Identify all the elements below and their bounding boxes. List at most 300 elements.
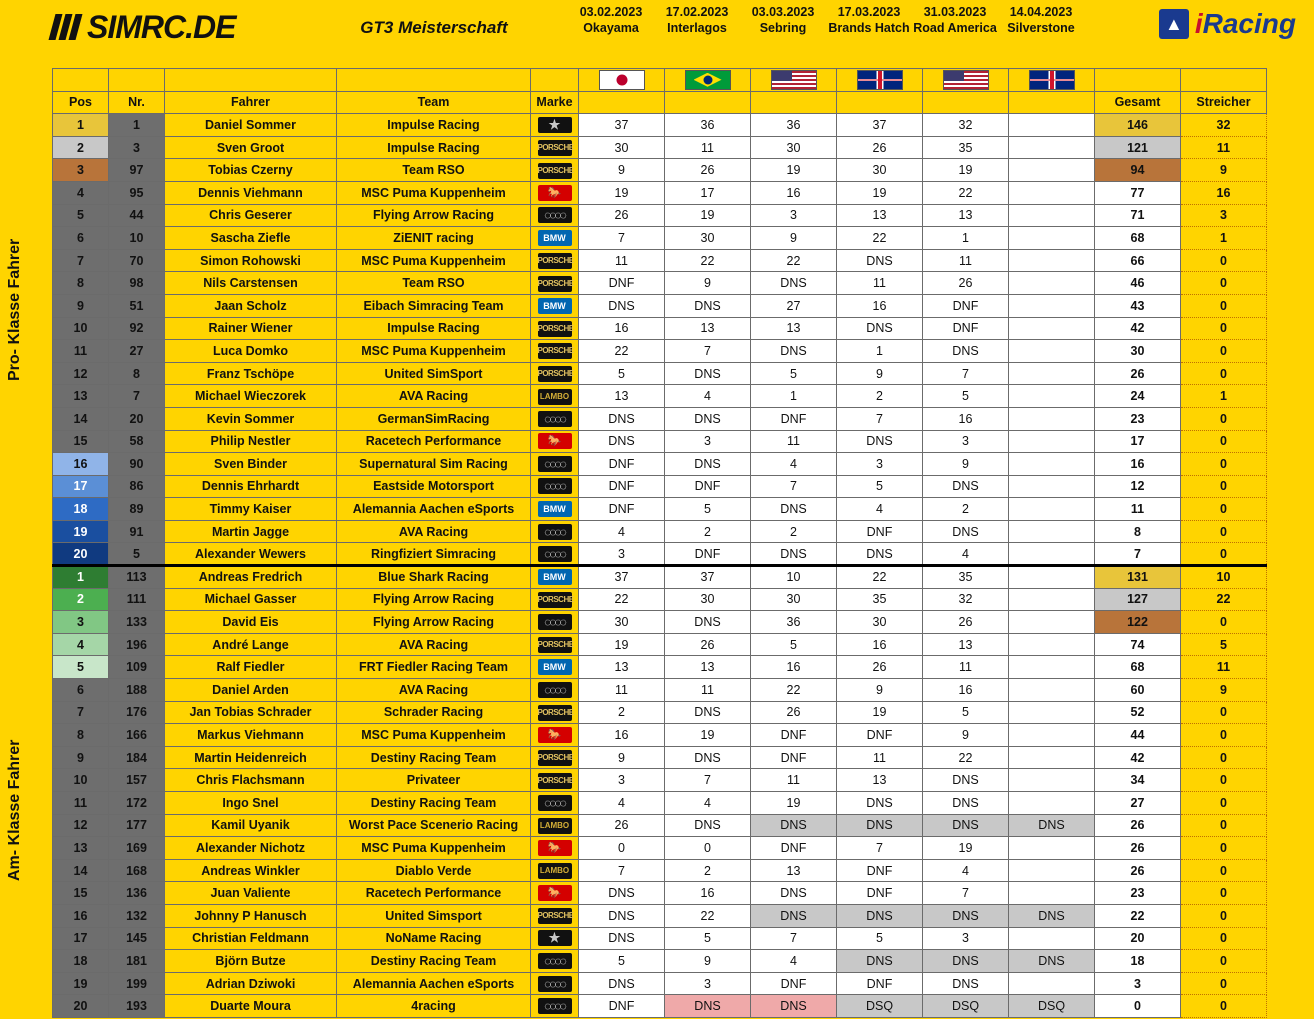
cell-driver-name: Martin Heidenreich bbox=[165, 746, 337, 769]
table-row[interactable] bbox=[53, 927, 1267, 950]
cell-race-result-5: 32 bbox=[923, 588, 1009, 611]
cell-race-result-1: 26 bbox=[579, 814, 665, 837]
cell-race-result-6 bbox=[1009, 859, 1095, 882]
cell-race-result-5: DNS bbox=[923, 340, 1009, 363]
head-spacer bbox=[165, 69, 337, 92]
cell-race-result-1: 19 bbox=[579, 633, 665, 656]
cell-team-name: Eibach Simracing Team bbox=[337, 294, 531, 317]
cell-driver-name: Rainer Wiener bbox=[165, 317, 337, 340]
cell-number: 51 bbox=[109, 294, 165, 317]
cell-race-result-3: 9 bbox=[751, 227, 837, 250]
table-row[interactable] bbox=[53, 272, 1267, 295]
cell-race-result-1: 9 bbox=[579, 159, 665, 182]
cell-total-points: 146 bbox=[1095, 114, 1181, 137]
cell-race-result-6 bbox=[1009, 543, 1095, 566]
cell-race-result-3: 11 bbox=[751, 769, 837, 792]
cell-race-result-4: DNF bbox=[837, 724, 923, 747]
cell-number: 8 bbox=[109, 362, 165, 385]
cell-driver-name: Simon Rohowski bbox=[165, 249, 337, 272]
cell-marke: PORSCHE bbox=[531, 362, 579, 385]
cell-race-result-6 bbox=[1009, 927, 1095, 950]
cell-race-result-5: 22 bbox=[923, 746, 1009, 769]
standings-body bbox=[53, 114, 1267, 1018]
col-header-race-6 bbox=[1009, 91, 1095, 114]
cell-race-result-4: 30 bbox=[837, 159, 923, 182]
cell-race-result-3: DNS bbox=[751, 995, 837, 1018]
cell-race-result-4: DNS bbox=[837, 430, 923, 453]
cell-race-result-5: 13 bbox=[923, 633, 1009, 656]
table-row[interactable] bbox=[53, 227, 1267, 250]
cell-race-result-2: 37 bbox=[665, 566, 751, 589]
table-row[interactable] bbox=[53, 972, 1267, 995]
cell-number: 184 bbox=[109, 746, 165, 769]
cell-driver-name: Philip Nestler bbox=[165, 430, 337, 453]
cell-race-result-2: 30 bbox=[665, 227, 751, 250]
cell-total-points: 23 bbox=[1095, 882, 1181, 905]
cell-race-result-1: 13 bbox=[579, 385, 665, 408]
cell-race-result-5: 1 bbox=[923, 227, 1009, 250]
table-row[interactable] bbox=[53, 543, 1267, 566]
cell-position: 8 bbox=[53, 272, 109, 295]
cell-race-result-3: 13 bbox=[751, 859, 837, 882]
flag-gb-icon bbox=[1009, 69, 1095, 92]
cell-race-result-3: 22 bbox=[751, 679, 837, 702]
table-row[interactable] bbox=[53, 950, 1267, 973]
cell-driver-name: Michael Gasser bbox=[165, 588, 337, 611]
cell-team-name: Racetech Performance bbox=[337, 430, 531, 453]
cell-team-name: GermanSimRacing bbox=[337, 407, 531, 430]
cell-team-name: MSC Puma Kuppenheim bbox=[337, 837, 531, 860]
race-header-2 bbox=[654, 0, 740, 36]
cell-marke: ★ bbox=[531, 927, 579, 950]
cell-marke: PORSCHE bbox=[531, 746, 579, 769]
cell-dropped-points: 0 bbox=[1181, 520, 1267, 543]
cell-number: 176 bbox=[109, 701, 165, 724]
cell-race-result-6 bbox=[1009, 701, 1095, 724]
table-row[interactable] bbox=[53, 317, 1267, 340]
table-row[interactable] bbox=[53, 181, 1267, 204]
flag-us-icon bbox=[923, 69, 1009, 92]
cell-position: 20 bbox=[53, 543, 109, 566]
cell-total-points: 0 bbox=[1095, 995, 1181, 1018]
cell-dropped-points: 0 bbox=[1181, 362, 1267, 385]
cell-race-result-5: DNS bbox=[923, 769, 1009, 792]
table-row[interactable] bbox=[53, 882, 1267, 905]
table-row[interactable] bbox=[53, 837, 1267, 860]
iracing-text: iRacing bbox=[1194, 8, 1296, 39]
cell-race-result-1: 11 bbox=[579, 249, 665, 272]
cell-race-result-1: 0 bbox=[579, 837, 665, 860]
race-date: 03.03.2023 bbox=[751, 5, 815, 19]
cell-race-result-2: 26 bbox=[665, 633, 751, 656]
cell-driver-name: Adrian Dziwoki bbox=[165, 972, 337, 995]
cell-race-result-4: 13 bbox=[837, 204, 923, 227]
cell-race-result-3: 36 bbox=[751, 611, 837, 634]
cell-number: 199 bbox=[109, 972, 165, 995]
table-row[interactable] bbox=[53, 453, 1267, 476]
cell-number: 113 bbox=[109, 566, 165, 589]
cell-race-result-5: 7 bbox=[923, 362, 1009, 385]
cell-driver-name: André Lange bbox=[165, 633, 337, 656]
cell-number: 193 bbox=[109, 995, 165, 1018]
cell-total-points: 71 bbox=[1095, 204, 1181, 227]
cell-position: 13 bbox=[53, 837, 109, 860]
cell-total-points: 11 bbox=[1095, 498, 1181, 521]
cell-team-name: Impulse Racing bbox=[337, 317, 531, 340]
cell-race-result-5: DNS bbox=[923, 950, 1009, 973]
cell-race-result-4: 16 bbox=[837, 633, 923, 656]
table-row[interactable] bbox=[53, 204, 1267, 227]
cell-race-result-4: DNF bbox=[837, 520, 923, 543]
cell-race-result-3: 36 bbox=[751, 114, 837, 137]
cell-race-result-4: 1 bbox=[837, 340, 923, 363]
cell-dropped-points: 0 bbox=[1181, 995, 1267, 1018]
cell-position: 10 bbox=[53, 769, 109, 792]
cell-race-result-5: DNS bbox=[923, 972, 1009, 995]
cell-race-result-6 bbox=[1009, 588, 1095, 611]
cell-race-result-4: 35 bbox=[837, 588, 923, 611]
cell-race-result-6 bbox=[1009, 114, 1095, 137]
cell-race-result-5: DNS bbox=[923, 475, 1009, 498]
table-row[interactable] bbox=[53, 701, 1267, 724]
cell-number: 7 bbox=[109, 385, 165, 408]
cell-marke: ◌◌◌◌ bbox=[531, 407, 579, 430]
cell-marke: PORSCHE bbox=[531, 272, 579, 295]
cell-race-result-2: DNS bbox=[665, 814, 751, 837]
cell-driver-name: Tobias Czerny bbox=[165, 159, 337, 182]
cell-position: 7 bbox=[53, 701, 109, 724]
cell-race-result-6: DNS bbox=[1009, 814, 1095, 837]
cell-team-name: Alemannia Aachen eSports bbox=[337, 972, 531, 995]
cell-driver-name: Sven Groot bbox=[165, 136, 337, 159]
flag-us-icon bbox=[751, 69, 837, 92]
cell-race-result-6 bbox=[1009, 453, 1095, 476]
table-row[interactable] bbox=[53, 724, 1267, 747]
cell-race-result-3: 2 bbox=[751, 520, 837, 543]
table-row[interactable] bbox=[53, 566, 1267, 589]
cell-race-result-1: DNS bbox=[579, 904, 665, 927]
cell-driver-name: Sascha Ziefle bbox=[165, 227, 337, 250]
cell-total-points: 8 bbox=[1095, 520, 1181, 543]
cell-number: 136 bbox=[109, 882, 165, 905]
cell-race-result-3: 1 bbox=[751, 385, 837, 408]
col-header-drop: Streicher bbox=[1181, 91, 1267, 114]
cell-position: 10 bbox=[53, 317, 109, 340]
cell-race-result-6 bbox=[1009, 136, 1095, 159]
cell-race-result-5: DNS bbox=[923, 792, 1009, 815]
cell-team-name: United SimSport bbox=[337, 362, 531, 385]
cell-race-result-3: DNF bbox=[751, 837, 837, 860]
cell-marke: ◌◌◌◌ bbox=[531, 995, 579, 1018]
cell-race-result-1: 5 bbox=[579, 362, 665, 385]
cell-dropped-points: 0 bbox=[1181, 746, 1267, 769]
cell-race-result-4: 26 bbox=[837, 136, 923, 159]
cell-driver-name: Jaan Scholz bbox=[165, 294, 337, 317]
cell-race-result-6 bbox=[1009, 520, 1095, 543]
cell-driver-name: Dennis Viehmann bbox=[165, 181, 337, 204]
cell-race-result-5: 9 bbox=[923, 453, 1009, 476]
race-header-5 bbox=[912, 0, 998, 36]
cell-total-points: 12 bbox=[1095, 475, 1181, 498]
cell-race-result-4: 22 bbox=[837, 227, 923, 250]
cell-race-result-4: 19 bbox=[837, 181, 923, 204]
cell-race-result-1: 4 bbox=[579, 792, 665, 815]
cell-total-points: 42 bbox=[1095, 746, 1181, 769]
cell-marke: BMW bbox=[531, 656, 579, 679]
cell-race-result-1: 22 bbox=[579, 588, 665, 611]
table-row[interactable] bbox=[53, 656, 1267, 679]
cell-number: 10 bbox=[109, 227, 165, 250]
cell-driver-name: Chris Geserer bbox=[165, 204, 337, 227]
cell-driver-name: Markus Viehmann bbox=[165, 724, 337, 747]
cell-marke: ◌◌◌◌ bbox=[531, 520, 579, 543]
cell-race-result-3: 5 bbox=[751, 362, 837, 385]
table-row[interactable] bbox=[53, 136, 1267, 159]
cell-total-points: 23 bbox=[1095, 407, 1181, 430]
cell-race-result-5: 19 bbox=[923, 159, 1009, 182]
cell-race-result-1: 30 bbox=[579, 136, 665, 159]
race-date: 03.02.2023 bbox=[579, 5, 643, 19]
cell-race-result-1: 3 bbox=[579, 543, 665, 566]
cell-number: 188 bbox=[109, 679, 165, 702]
cell-race-result-2: 11 bbox=[665, 136, 751, 159]
cell-driver-name: Franz Tschöpe bbox=[165, 362, 337, 385]
cell-race-result-5: 11 bbox=[923, 249, 1009, 272]
cell-number: 145 bbox=[109, 927, 165, 950]
cell-race-result-2: 2 bbox=[665, 520, 751, 543]
cell-race-result-6 bbox=[1009, 159, 1095, 182]
cell-race-result-4: DNF bbox=[837, 859, 923, 882]
cell-number: 132 bbox=[109, 904, 165, 927]
cell-total-points: 68 bbox=[1095, 656, 1181, 679]
table-row[interactable] bbox=[53, 746, 1267, 769]
flag-jp-icon bbox=[579, 69, 665, 92]
cell-race-result-1: 4 bbox=[579, 520, 665, 543]
cell-race-result-4: 9 bbox=[837, 679, 923, 702]
cell-total-points: 20 bbox=[1095, 927, 1181, 950]
cell-number: 27 bbox=[109, 340, 165, 363]
cell-dropped-points: 0 bbox=[1181, 814, 1267, 837]
table-row[interactable] bbox=[53, 385, 1267, 408]
cell-race-result-3: DNF bbox=[751, 407, 837, 430]
table-row[interactable] bbox=[53, 340, 1267, 363]
cell-marke: BMW bbox=[531, 498, 579, 521]
head-spacer bbox=[109, 69, 165, 92]
table-row[interactable] bbox=[53, 679, 1267, 702]
head-spacer bbox=[531, 69, 579, 92]
table-row[interactable] bbox=[53, 588, 1267, 611]
table-row[interactable] bbox=[53, 114, 1267, 137]
cell-driver-name: Johnny P Hanusch bbox=[165, 904, 337, 927]
cell-number: 166 bbox=[109, 724, 165, 747]
cell-marke: PORSCHE bbox=[531, 769, 579, 792]
cell-driver-name: Alexander Nichotz bbox=[165, 837, 337, 860]
cell-dropped-points: 0 bbox=[1181, 475, 1267, 498]
cell-driver-name: Björn Butze bbox=[165, 950, 337, 973]
cell-team-name: NoName Racing bbox=[337, 927, 531, 950]
cell-race-result-4: DNS bbox=[837, 792, 923, 815]
cell-number: 91 bbox=[109, 520, 165, 543]
cell-race-result-2: 7 bbox=[665, 769, 751, 792]
table-row[interactable] bbox=[53, 249, 1267, 272]
cell-total-points: 17 bbox=[1095, 430, 1181, 453]
col-header-race-2 bbox=[665, 91, 751, 114]
cell-race-result-3: 27 bbox=[751, 294, 837, 317]
race-date: 31.03.2023 bbox=[923, 5, 987, 19]
cell-dropped-points: 0 bbox=[1181, 294, 1267, 317]
cell-dropped-points: 11 bbox=[1181, 136, 1267, 159]
table-row[interactable] bbox=[53, 520, 1267, 543]
cell-number: 172 bbox=[109, 792, 165, 815]
cell-team-name: Supernatural Sim Racing bbox=[337, 453, 531, 476]
cell-position: 12 bbox=[53, 362, 109, 385]
cell-race-result-6 bbox=[1009, 407, 1095, 430]
cell-total-points: 26 bbox=[1095, 837, 1181, 860]
cell-race-result-3: DNF bbox=[751, 972, 837, 995]
cell-race-result-5: 19 bbox=[923, 837, 1009, 860]
simrc-logo bbox=[0, 0, 300, 46]
cell-race-result-4: 7 bbox=[837, 407, 923, 430]
cell-race-result-5: 13 bbox=[923, 204, 1009, 227]
cell-race-result-6 bbox=[1009, 294, 1095, 317]
cell-race-result-2: DNF bbox=[665, 543, 751, 566]
race-track: Brands Hatch bbox=[828, 21, 910, 35]
cell-race-result-6 bbox=[1009, 385, 1095, 408]
cell-race-result-5: 26 bbox=[923, 272, 1009, 295]
cell-race-result-2: 0 bbox=[665, 837, 751, 860]
col-header-total: Gesamt bbox=[1095, 91, 1181, 114]
table-row[interactable] bbox=[53, 633, 1267, 656]
cell-position: 15 bbox=[53, 882, 109, 905]
table-row[interactable] bbox=[53, 294, 1267, 317]
cell-position: 3 bbox=[53, 159, 109, 182]
cell-race-result-6 bbox=[1009, 679, 1095, 702]
table-row[interactable] bbox=[53, 430, 1267, 453]
cell-race-result-1: 9 bbox=[579, 746, 665, 769]
cell-race-result-2: 19 bbox=[665, 724, 751, 747]
cell-dropped-points: 1 bbox=[1181, 227, 1267, 250]
table-row[interactable] bbox=[53, 995, 1267, 1018]
cell-race-result-6 bbox=[1009, 792, 1095, 815]
table-row[interactable] bbox=[53, 159, 1267, 182]
cell-driver-name: Dennis Ehrhardt bbox=[165, 475, 337, 498]
col-header-race-3 bbox=[751, 91, 837, 114]
table-row[interactable] bbox=[53, 814, 1267, 837]
cell-race-result-2: DNS bbox=[665, 611, 751, 634]
table-row[interactable] bbox=[53, 475, 1267, 498]
cell-marke: ◌◌◌◌ bbox=[531, 475, 579, 498]
cell-race-result-3: 10 bbox=[751, 566, 837, 589]
cell-number: 5 bbox=[109, 543, 165, 566]
cell-race-result-1: DNS bbox=[579, 972, 665, 995]
table-row[interactable] bbox=[53, 792, 1267, 815]
col-header-race-5 bbox=[923, 91, 1009, 114]
cell-race-result-1: 22 bbox=[579, 340, 665, 363]
cell-race-result-3: DNS bbox=[751, 882, 837, 905]
cell-race-result-4: DSQ bbox=[837, 995, 923, 1018]
cell-position: 18 bbox=[53, 950, 109, 973]
cell-race-result-2: 11 bbox=[665, 679, 751, 702]
cell-position: 9 bbox=[53, 746, 109, 769]
cell-number: 196 bbox=[109, 633, 165, 656]
cell-position: 5 bbox=[53, 656, 109, 679]
cell-marke: ◌◌◌◌ bbox=[531, 611, 579, 634]
cell-race-result-2: DNF bbox=[665, 475, 751, 498]
cell-race-result-6 bbox=[1009, 498, 1095, 521]
cell-total-points: 26 bbox=[1095, 859, 1181, 882]
cell-position: 19 bbox=[53, 520, 109, 543]
race-header-1 bbox=[568, 0, 654, 36]
cell-marke: PORSCHE bbox=[531, 904, 579, 927]
cell-race-result-5: DNS bbox=[923, 814, 1009, 837]
cell-race-result-5: 35 bbox=[923, 136, 1009, 159]
table-row[interactable] bbox=[53, 859, 1267, 882]
cell-marke: PORSCHE bbox=[531, 633, 579, 656]
cell-race-result-1: DNF bbox=[579, 272, 665, 295]
cell-dropped-points: 11 bbox=[1181, 656, 1267, 679]
cell-race-result-6 bbox=[1009, 882, 1095, 905]
cell-race-result-4: 3 bbox=[837, 453, 923, 476]
cell-race-result-4: 11 bbox=[837, 746, 923, 769]
cell-race-result-3: DNS bbox=[751, 814, 837, 837]
col-header-race-4 bbox=[837, 91, 923, 114]
table-row[interactable] bbox=[53, 769, 1267, 792]
cell-race-result-2: 4 bbox=[665, 792, 751, 815]
cell-number: 92 bbox=[109, 317, 165, 340]
cell-team-name: Destiny Racing Team bbox=[337, 746, 531, 769]
cell-race-result-2: DNS bbox=[665, 995, 751, 1018]
cell-race-result-5: 4 bbox=[923, 859, 1009, 882]
table-row[interactable] bbox=[53, 407, 1267, 430]
cell-team-name: AVA Racing bbox=[337, 633, 531, 656]
cell-total-points: 22 bbox=[1095, 904, 1181, 927]
cell-dropped-points: 0 bbox=[1181, 701, 1267, 724]
cell-dropped-points: 0 bbox=[1181, 950, 1267, 973]
cell-race-result-2: 5 bbox=[665, 498, 751, 521]
cell-race-result-1: 16 bbox=[579, 317, 665, 340]
cell-race-result-1: 19 bbox=[579, 181, 665, 204]
table-row[interactable] bbox=[53, 611, 1267, 634]
cell-total-points: 66 bbox=[1095, 249, 1181, 272]
page-header bbox=[0, 0, 1314, 68]
cell-race-result-4: 26 bbox=[837, 656, 923, 679]
race-track: Road America bbox=[913, 21, 997, 35]
cell-dropped-points: 10 bbox=[1181, 566, 1267, 589]
cell-number: 97 bbox=[109, 159, 165, 182]
cell-driver-name: Sven Binder bbox=[165, 453, 337, 476]
cell-total-points: 121 bbox=[1095, 136, 1181, 159]
table-row[interactable] bbox=[53, 362, 1267, 385]
standings-table bbox=[52, 68, 1267, 1018]
cell-team-name: Racetech Performance bbox=[337, 882, 531, 905]
cell-race-result-3: 19 bbox=[751, 792, 837, 815]
cell-race-result-4: 11 bbox=[837, 272, 923, 295]
col-header-pos: Pos bbox=[53, 91, 109, 114]
section-label-pro: Pro- Klasse Fahrer bbox=[6, 238, 23, 382]
table-row[interactable] bbox=[53, 904, 1267, 927]
cell-total-points: 16 bbox=[1095, 453, 1181, 476]
cell-race-result-5: 9 bbox=[923, 724, 1009, 747]
table-row[interactable] bbox=[53, 498, 1267, 521]
cell-marke: LAMBO bbox=[531, 385, 579, 408]
cell-total-points: 24 bbox=[1095, 385, 1181, 408]
cell-race-result-2: DNS bbox=[665, 362, 751, 385]
cell-number: 86 bbox=[109, 475, 165, 498]
cell-dropped-points: 0 bbox=[1181, 272, 1267, 295]
cell-position: 14 bbox=[53, 407, 109, 430]
column-header-row bbox=[53, 91, 1267, 114]
cell-driver-name: Kamil Uyanik bbox=[165, 814, 337, 837]
